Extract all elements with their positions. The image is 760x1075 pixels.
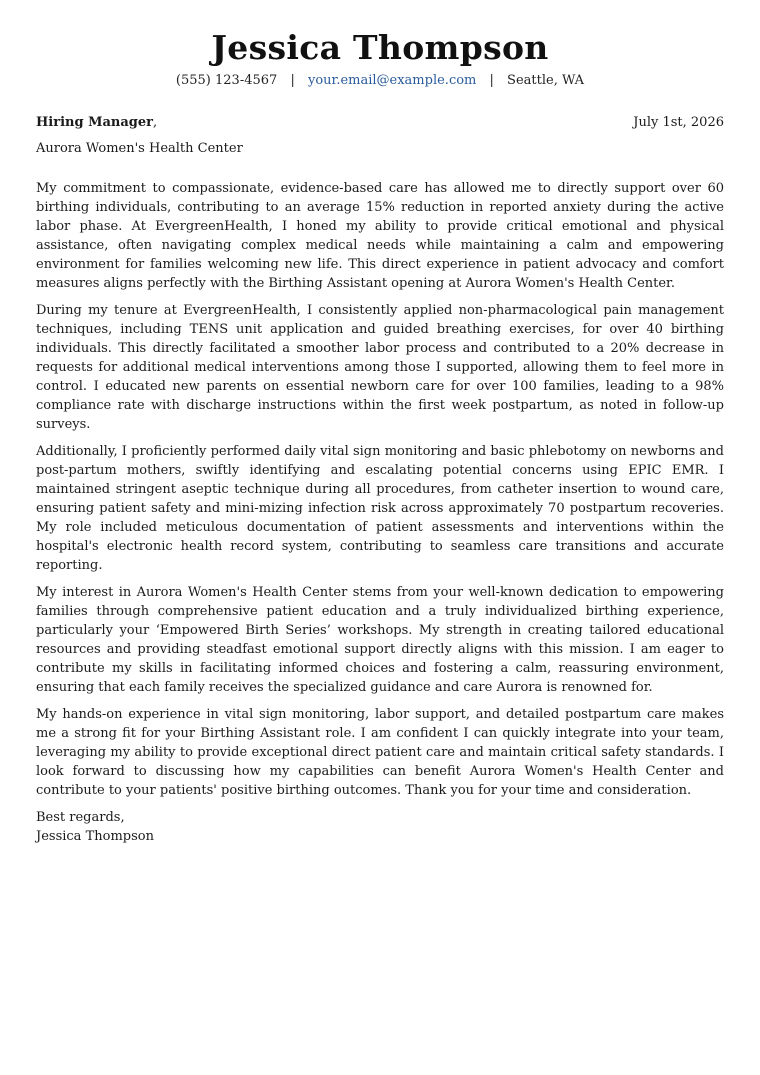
company-name: Aurora Women's Health Center bbox=[36, 141, 243, 156]
email-link[interactable]: your.email@example.com bbox=[307, 73, 477, 88]
letter-meta bbox=[36, 113, 724, 133]
closing-salutation: Best regards, bbox=[36, 810, 125, 825]
applicant-name: Jessica Thompson bbox=[211, 28, 549, 67]
body-paragraph: Additionally, I proficiently performed daily vital sign monitoring and basic phlebotomy on newborns and post-partum mothers, swiftly identifying and escalating potential concerns using EPIC EMR. I maintained stringent aseptic technique during all procedures, from catheter insertion to wound care, ensuring patient safety and mini-mizing infection risk across approximately 70 postpartum recoveries. My role included meticulous documentation of patient assessments and interventions within the hospital's electronic health record system, contributing to seamless care transitions and accurate reporting. bbox=[36, 444, 724, 573]
body-paragraph: My hands-on experience in vital sign monitoring, labor support, and detailed postpartum care makes me a strong fit for your Birthing Assistant role. I am confident I can quickly integrate into your team, leveraging my ability to provide exceptional direct patient care and maintain critical safety standards. I look forward to discussing how my capabilities can benefit Aurora Women's Health Center and contribute to your patients' positive birthing outcomes. Thank you for your time and consideration. bbox=[36, 707, 724, 798]
body-paragraph: During my tenure at EvergreenHealth, I consistently applied non-pharmacological pain management techniques, including TENS unit application and guided breathing exercises, for over 40 birthing individuals. This directly facilitated a smoother labor process and contributed to a 20% decrease in requests for additional medical interventions among those I supported, allowing them to feel more in control. I educated new parents on essential newborn care for over 100 families, leading to a 98% compliance rate with discharge instructions within the first week postpartum, as noted in follow-up surveys. bbox=[36, 303, 724, 432]
letter-date: July 1st, 2026 bbox=[633, 115, 724, 130]
phone-number: (555) 123-4567 bbox=[175, 73, 278, 88]
recipient-line bbox=[36, 113, 157, 133]
recipient-comma: , bbox=[152, 115, 158, 130]
recipient: Hiring Manager bbox=[36, 115, 153, 130]
contact-separator: | bbox=[290, 73, 295, 88]
location: Seattle, WA bbox=[507, 73, 585, 88]
contact-line bbox=[36, 72, 724, 90]
letter-closing bbox=[36, 808, 724, 846]
letter-body bbox=[36, 179, 724, 800]
contact-separator: | bbox=[489, 73, 494, 88]
letter-header bbox=[36, 0, 724, 90]
body-paragraph: My interest in Aurora Women's Health Center stems from your well-known dedication to empowering families through comprehensive patient education and a truly individualized birthing experience, particularly your ‘Empowered Birth Series’ workshops. My strength in creating tailored educational resources and providing steadfast emotional support directly aligns with this mission. I am eager to contribute my skills in facilitating informed choices and fostering a calm, reassuring environment, ensuring that each family receives the specialized guidance and care Aurora is renowned for. bbox=[36, 585, 724, 695]
signature-name: Jessica Thompson bbox=[36, 829, 154, 844]
body-paragraph: My commitment to compassionate, evidence-based care has allowed me to directly support over 60 birthing individuals, contributing to an average 15% reduction in reported anxiety during the active labor phase. At EvergreenHealth, I honed my ability to provide critical emotional and physical assistance, often navigating complex medical needs while maintaining a calm and empowering environment for families welcoming new life. This direct experience in patient advocacy and comfort measures aligns perfectly with the Birthing Assistant opening at Aurora Women's Health Center. bbox=[36, 181, 724, 291]
